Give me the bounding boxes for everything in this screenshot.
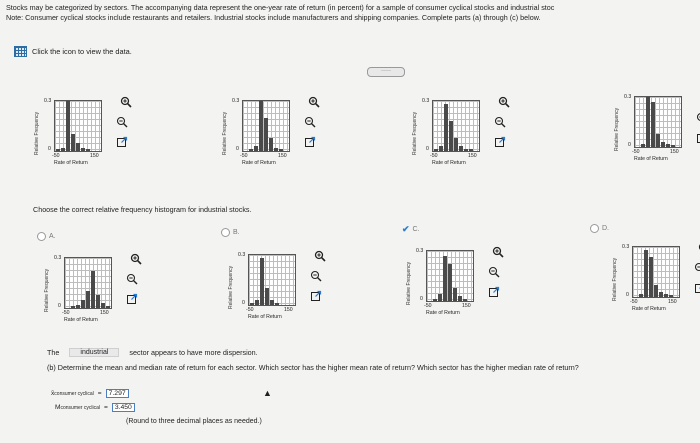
y-tick-zero: 0 bbox=[628, 142, 631, 148]
rounding-note: (Round to three decimal places as needed.) bbox=[126, 418, 262, 425]
dispersion-answer bbox=[47, 348, 258, 357]
option-a-radio[interactable] bbox=[37, 232, 46, 241]
option-d[interactable] bbox=[590, 224, 609, 233]
popout-icon[interactable] bbox=[494, 136, 506, 148]
zoom-out-icon[interactable] bbox=[488, 266, 500, 278]
y-axis-label: Relative Frequency bbox=[612, 257, 618, 301]
popout-icon[interactable] bbox=[116, 136, 128, 148]
histogram-bar bbox=[463, 299, 467, 301]
option-b-radio[interactable] bbox=[221, 228, 230, 237]
x-axis-label: Rate of Return bbox=[632, 306, 666, 312]
histogram-bar bbox=[270, 300, 274, 305]
histogram-plot-area bbox=[432, 100, 480, 152]
option-a-letter[interactable]: A. bbox=[49, 233, 56, 240]
histogram-option-c bbox=[406, 248, 538, 330]
x-axis-label: Rate of Return bbox=[634, 156, 668, 162]
median-symbol: M bbox=[55, 404, 61, 411]
histogram-top-1 bbox=[34, 98, 166, 180]
histogram-bar bbox=[254, 146, 258, 151]
histogram-bar bbox=[651, 102, 655, 147]
histogram-bar bbox=[654, 285, 658, 297]
histogram-plot-area bbox=[54, 100, 102, 152]
histogram-bar bbox=[666, 144, 670, 147]
y-axis-label: Relative Frequency bbox=[222, 111, 228, 155]
histogram-bar bbox=[438, 294, 442, 301]
histogram-bar bbox=[646, 97, 650, 147]
x-axis-label: Rate of Return bbox=[54, 160, 88, 166]
histogram-bar bbox=[269, 138, 273, 151]
option-c[interactable] bbox=[402, 224, 420, 235]
y-tick-zero: 0 bbox=[236, 146, 239, 152]
answer-prefix: The bbox=[47, 348, 60, 357]
intro-text bbox=[6, 3, 554, 23]
x-tick-left: -50 bbox=[52, 153, 60, 159]
histogram-plot-area bbox=[248, 254, 296, 306]
x-tick-left: -50 bbox=[240, 153, 248, 159]
popout-icon[interactable] bbox=[488, 286, 500, 298]
histogram-bar bbox=[671, 145, 675, 147]
histogram-bar bbox=[56, 149, 60, 151]
histogram-bar bbox=[86, 291, 90, 308]
y-tick-zero: 0 bbox=[420, 296, 423, 302]
histogram-top-3 bbox=[412, 98, 544, 180]
x-tick-right: 150 bbox=[90, 153, 99, 159]
mean-formula bbox=[51, 389, 129, 398]
histogram-bar bbox=[459, 146, 463, 151]
median-equals: = bbox=[103, 404, 108, 411]
x-tick-left: -50 bbox=[632, 149, 640, 155]
zoom-in-icon[interactable] bbox=[308, 96, 320, 108]
x-tick-left: -50 bbox=[630, 299, 638, 305]
zoom-out-icon[interactable] bbox=[126, 273, 138, 285]
histogram-plot-area bbox=[64, 257, 112, 309]
zoom-out-icon[interactable] bbox=[494, 116, 506, 128]
x-axis-label: Rate of Return bbox=[64, 317, 98, 323]
popout-icon[interactable] bbox=[694, 282, 700, 294]
histogram-top-4 bbox=[614, 94, 700, 176]
histogram-bar bbox=[250, 303, 254, 305]
median-formula bbox=[55, 403, 135, 412]
histogram-plot-area bbox=[632, 246, 680, 298]
x-tick-left: -50 bbox=[246, 307, 254, 313]
x-axis-label: Rate of Return bbox=[426, 310, 460, 316]
histogram-bar bbox=[669, 295, 673, 297]
histogram-bar bbox=[96, 295, 100, 308]
histogram-bar bbox=[656, 134, 660, 147]
histogram-bar bbox=[664, 294, 668, 297]
histogram-bar bbox=[249, 149, 253, 151]
y-tick-top: 0.3 bbox=[422, 98, 430, 104]
zoom-out-icon[interactable] bbox=[310, 270, 322, 282]
histogram-option-a bbox=[44, 255, 176, 337]
histogram-bar bbox=[434, 149, 438, 151]
popout-icon[interactable] bbox=[304, 136, 316, 148]
histogram-bar bbox=[449, 121, 453, 151]
zoom-in-icon[interactable] bbox=[498, 96, 510, 108]
zoom-in-icon[interactable] bbox=[120, 96, 132, 108]
option-c-letter[interactable]: C. bbox=[412, 226, 420, 233]
histogram-bar bbox=[464, 149, 468, 151]
median-subscript: consumer cyclical bbox=[60, 404, 100, 411]
y-tick-zero: 0 bbox=[242, 300, 245, 306]
y-tick-zero: 0 bbox=[58, 303, 61, 309]
x-tick-left: -50 bbox=[62, 310, 70, 316]
x-tick-left: -50 bbox=[430, 153, 438, 159]
intro-line-1: Stocks may be categorized by sectors. The accompanying data represent the one-year rate of return (in percent) for a sample of consumer cyclical stocks and industrial stoc bbox=[6, 3, 555, 12]
x-tick-left: -50 bbox=[424, 303, 432, 309]
y-tick-top: 0.3 bbox=[232, 98, 240, 104]
histogram-bar bbox=[639, 294, 643, 297]
y-tick-top: 0.3 bbox=[624, 94, 632, 100]
median-answer-input[interactable]: 3.450 bbox=[112, 403, 135, 412]
histogram-bar bbox=[106, 306, 110, 308]
option-d-radio[interactable] bbox=[590, 224, 599, 233]
x-axis-label: Rate of Return bbox=[432, 160, 466, 166]
histogram-bar bbox=[649, 257, 653, 297]
popout-icon[interactable] bbox=[696, 132, 700, 144]
histogram-bar bbox=[659, 292, 663, 297]
histogram-bar bbox=[279, 149, 283, 151]
y-axis-label: Relative Frequency bbox=[34, 111, 40, 155]
histogram-bar bbox=[265, 288, 269, 305]
histogram-bar bbox=[61, 148, 65, 151]
y-tick-zero: 0 bbox=[48, 146, 51, 152]
histogram-bar bbox=[458, 296, 462, 301]
x-tick-right: 150 bbox=[278, 153, 287, 159]
y-tick-top: 0.3 bbox=[416, 248, 424, 254]
y-axis-label: Relative Frequency bbox=[412, 111, 418, 155]
y-tick-top: 0.3 bbox=[54, 255, 62, 261]
expand-button[interactable]: ····· bbox=[367, 67, 405, 77]
popout-icon[interactable] bbox=[310, 290, 322, 302]
zoom-out-icon[interactable] bbox=[304, 116, 316, 128]
histogram-bar bbox=[275, 303, 279, 305]
option-b[interactable] bbox=[221, 228, 240, 237]
histogram-bar bbox=[66, 101, 70, 151]
y-tick-top: 0.3 bbox=[622, 244, 630, 250]
histogram-bar bbox=[439, 146, 443, 151]
zoom-in-icon[interactable] bbox=[492, 246, 504, 258]
option-b-letter[interactable]: B. bbox=[233, 229, 240, 236]
option-a[interactable] bbox=[37, 232, 56, 241]
histogram-plot-area bbox=[242, 100, 290, 152]
histogram-bar bbox=[81, 148, 85, 151]
part-b-question: (b) Determine the mean and median rate of return for each sector. Which sector has the higher mean rate of return? Which sector has the higher median rate of return? bbox=[47, 363, 579, 372]
histogram-bar bbox=[661, 142, 665, 147]
y-axis-label: Relative Frequency bbox=[406, 261, 412, 305]
view-data-link[interactable] bbox=[14, 46, 132, 57]
y-axis-label: Relative Frequency bbox=[614, 107, 620, 151]
zoom-out-icon[interactable] bbox=[694, 262, 700, 274]
sector-dropdown[interactable]: industrial bbox=[69, 348, 119, 357]
y-tick-top: 0.3 bbox=[44, 98, 52, 104]
zoom-in-icon[interactable] bbox=[314, 250, 326, 262]
x-axis-label: Rate of Return bbox=[242, 160, 276, 166]
answer-suffix: sector appears to have more dispersion. bbox=[129, 348, 258, 357]
popout-icon[interactable] bbox=[126, 293, 138, 305]
histogram-bar bbox=[454, 138, 458, 151]
histogram-bar bbox=[71, 306, 75, 308]
view-data-label[interactable]: Click the icon to view the data. bbox=[32, 47, 132, 56]
x-tick-right: 150 bbox=[284, 307, 293, 313]
histogram-bar bbox=[448, 264, 452, 301]
histogram-bar bbox=[443, 256, 447, 301]
histogram-bar bbox=[433, 299, 437, 301]
histogram-option-b bbox=[228, 252, 360, 334]
x-tick-right: 150 bbox=[468, 153, 477, 159]
histogram-bar bbox=[274, 148, 278, 151]
histogram-bar bbox=[101, 303, 105, 308]
mean-symbol: x̄ bbox=[51, 390, 55, 397]
x-tick-right: 150 bbox=[668, 299, 677, 305]
histogram-plot-area bbox=[426, 250, 474, 302]
x-axis-label: Rate of Return bbox=[248, 314, 282, 320]
histogram-bar bbox=[641, 144, 645, 147]
histogram-bar bbox=[71, 134, 75, 151]
histogram-bar bbox=[264, 118, 268, 151]
intro-line-2: Note: Consumer cyclical stocks include restaurants and retailers. Industrial stocks include manufacturers and shipping companies. Complete parts (a) through (c) below. bbox=[6, 13, 541, 22]
histogram-bar bbox=[76, 143, 80, 151]
y-tick-zero: 0 bbox=[426, 146, 429, 152]
histogram-bar bbox=[91, 271, 95, 308]
zoom-out-icon[interactable] bbox=[116, 116, 128, 128]
histogram-top-2 bbox=[222, 98, 354, 180]
x-tick-right: 150 bbox=[670, 149, 679, 155]
y-axis-label: Relative Frequency bbox=[44, 268, 50, 312]
histogram-bar bbox=[444, 104, 448, 151]
histogram-bar bbox=[453, 288, 457, 301]
histogram-bar bbox=[255, 300, 259, 305]
histogram-bar bbox=[86, 149, 90, 151]
mean-equals: = bbox=[97, 390, 102, 397]
zoom-out-icon[interactable] bbox=[696, 112, 700, 124]
histogram-plot-area bbox=[634, 96, 682, 148]
option-d-letter[interactable]: D. bbox=[602, 225, 609, 232]
question-text: Choose the correct relative frequency histogram for industrial stocks. bbox=[33, 205, 252, 214]
histogram-bar bbox=[81, 300, 85, 308]
histogram-bar bbox=[259, 101, 263, 151]
histogram-bar bbox=[469, 149, 473, 151]
data-table-icon[interactable] bbox=[14, 46, 27, 57]
zoom-in-icon[interactable] bbox=[130, 253, 142, 265]
x-tick-right: 150 bbox=[100, 310, 109, 316]
histogram-option-d bbox=[612, 244, 700, 326]
histogram-bar bbox=[260, 258, 264, 305]
selected-check-icon[interactable]: ✔ bbox=[402, 224, 410, 234]
histogram-bar bbox=[644, 250, 648, 297]
y-axis-label: Relative Frequency bbox=[228, 265, 234, 309]
x-tick-right: 150 bbox=[462, 303, 471, 309]
y-tick-top: 0.3 bbox=[238, 252, 246, 258]
mean-subscript: consumer cyclical bbox=[54, 390, 94, 397]
mean-answer-input[interactable]: 7.297 bbox=[106, 389, 129, 398]
histogram-bar bbox=[76, 305, 80, 308]
mouse-cursor-icon: ▲ bbox=[263, 388, 272, 398]
y-tick-zero: 0 bbox=[626, 292, 629, 298]
